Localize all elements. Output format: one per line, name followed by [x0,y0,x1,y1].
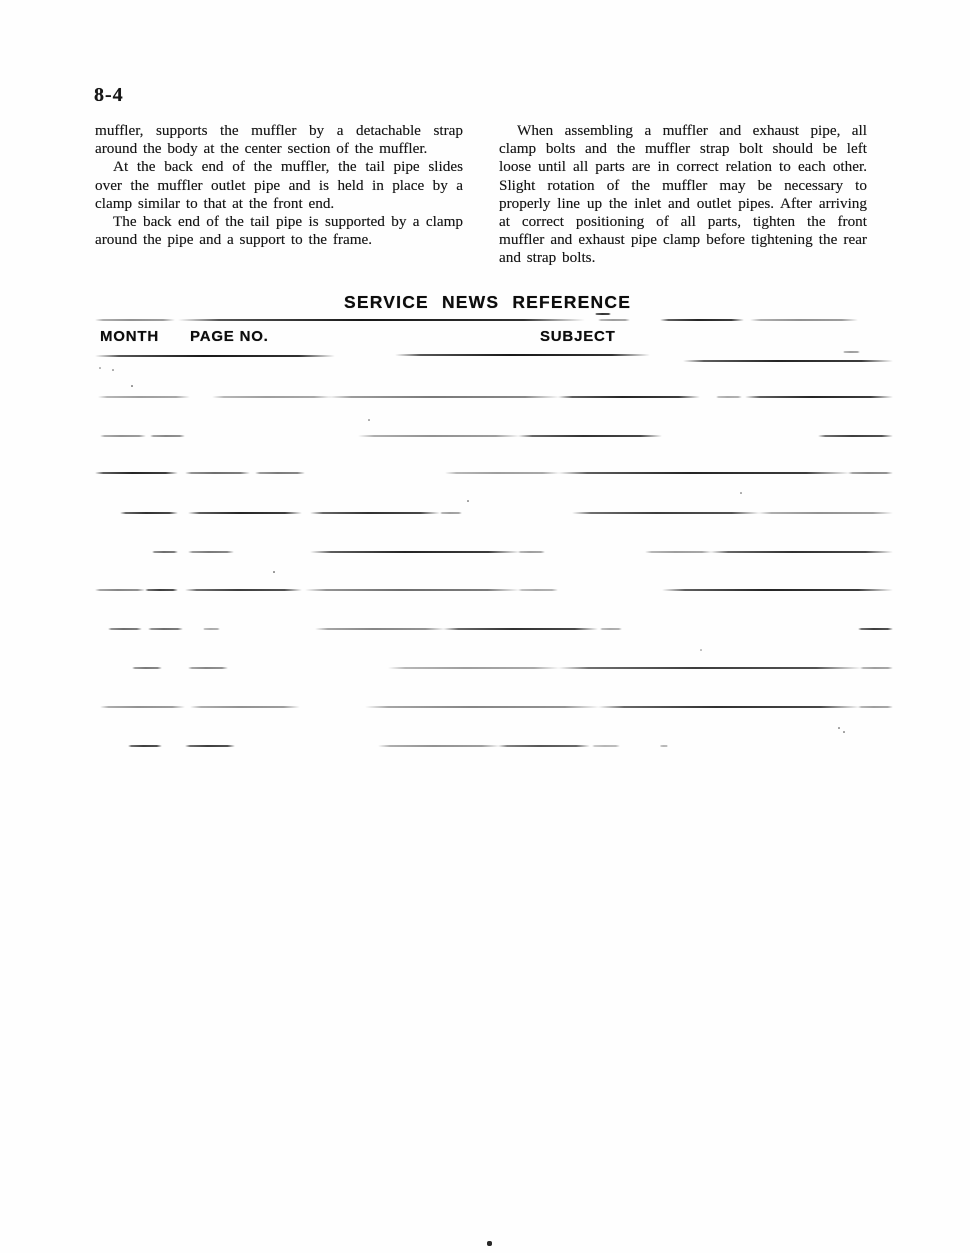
ruled-line-segment [518,551,545,553]
ruled-line-segment [95,472,178,474]
scan-speck [368,419,370,421]
ruled-line-segment [108,628,142,630]
ruled-line-segment [818,435,893,437]
ruled-line-segment [255,472,305,474]
ruled-line-segment [858,628,893,630]
ruled-line-segment [388,667,560,669]
scan-speck [487,1241,492,1246]
ruled-line-segment [185,472,250,474]
ruled-line-segment [358,435,520,437]
ruled-line-segment [203,628,220,630]
scan-speck [112,369,114,371]
ruled-line-segment [378,745,500,747]
ruled-line-segment [148,628,183,630]
ruled-line-segment [188,512,302,514]
ruled-line-segment [310,551,520,553]
scan-speck [740,492,742,494]
ruled-line-segment [558,667,862,669]
ruled-line-segment [440,512,462,514]
ruled-line-segment [185,745,235,747]
body-text [95,122,867,268]
ruled-line-segment [683,360,893,362]
ruled-line-segment [558,472,850,474]
ruled-line-segment [858,706,893,708]
ruled-line-segment [843,351,860,353]
column-header-month: MONTH [100,328,159,345]
scan-speck [273,571,275,573]
paragraph: The back end of the tail pipe is supported by a clamp around the pipe and a support to the frame. [95,213,463,249]
ruled-line-segment [660,319,744,321]
ruled-line-segment [710,551,893,553]
ruled-line-segment [212,396,332,398]
ruled-line-segment [498,745,590,747]
page-number: 8-4 [94,84,124,106]
ruled-line-segment [95,355,335,357]
ruled-line-segment [100,706,185,708]
ruled-line-segment [595,313,611,315]
ruled-line-segment [178,319,585,321]
ruled-line-segment [848,472,893,474]
ruled-line-segment [95,319,175,321]
ruled-line-segment [150,435,185,437]
ruled-line-segment [188,667,228,669]
ruled-line-segment [745,396,893,398]
ruled-line-segment [758,512,893,514]
ruled-line-segment [188,551,234,553]
ruled-line-segment [592,745,620,747]
scan-speck [843,731,845,733]
ruled-line-segment [645,551,712,553]
ruled-line-segment [598,706,860,708]
scan-speck [467,500,469,502]
paragraph: At the back end of the muffler, the tail pipe slides over the muffler outlet pipe and is held in place by a clamp similar to that at the front end. [95,158,463,212]
paragraph: muffler, supports the muffler by a detachable strap around the body at the center section of the muffler. [95,122,463,158]
ruled-line-segment [310,512,440,514]
ruled-line-segment [443,628,598,630]
ruled-line-segment [750,319,858,321]
ruled-line-segment [185,589,302,591]
ruled-line-segment [716,396,742,398]
right-column [499,122,867,268]
column-header-subject: SUBJECT [540,328,616,345]
ruled-line-segment [662,589,893,591]
paragraph: When assembling a muffler and exhaust pipe, all clamp bolts and the muffler strap bolt should be left loose until all parts are in correct relation to each other. Slight rotation of the muffler may be necessary to properly line up the inlet and outlet pipes. After arriving at correct positioning of all parts, tighten the front muffler and exhaust pipe clamp before tightening the rear and strap bolts. [499,122,867,267]
ruled-line-segment [120,512,178,514]
ruled-line-segment [600,628,622,630]
ruled-line-segment [598,319,630,321]
left-column [95,122,463,268]
ruled-line-segment [152,551,178,553]
ruled-line-segment [145,589,178,591]
ruled-line-segment [518,589,558,591]
ruled-line-segment [395,354,650,356]
scan-speck [99,367,101,369]
ruled-line-segment [558,396,700,398]
scan-speck [838,727,840,729]
ruled-line-segment [365,706,600,708]
ruled-line-segment [660,745,668,747]
ruled-line-segment [190,706,300,708]
ruled-line-segment [132,667,162,669]
ruled-line-segment [518,435,662,437]
ruled-line-segment [328,396,560,398]
ruled-line-segment [315,628,445,630]
ruled-line-segment [572,512,760,514]
ruled-line-segment [860,667,893,669]
ruled-line-segment [95,589,145,591]
scan-speck [131,385,133,387]
ruled-line-segment [100,435,146,437]
column-header-page-no: PAGE NO. [190,328,269,345]
ruled-line-segment [305,589,520,591]
ruled-line-segment [445,472,560,474]
ruled-line-segment [98,396,190,398]
section-title: SERVICE NEWS REFERENCE [344,292,632,312]
ruled-line-segment [128,745,162,747]
scan-speck [700,649,702,651]
